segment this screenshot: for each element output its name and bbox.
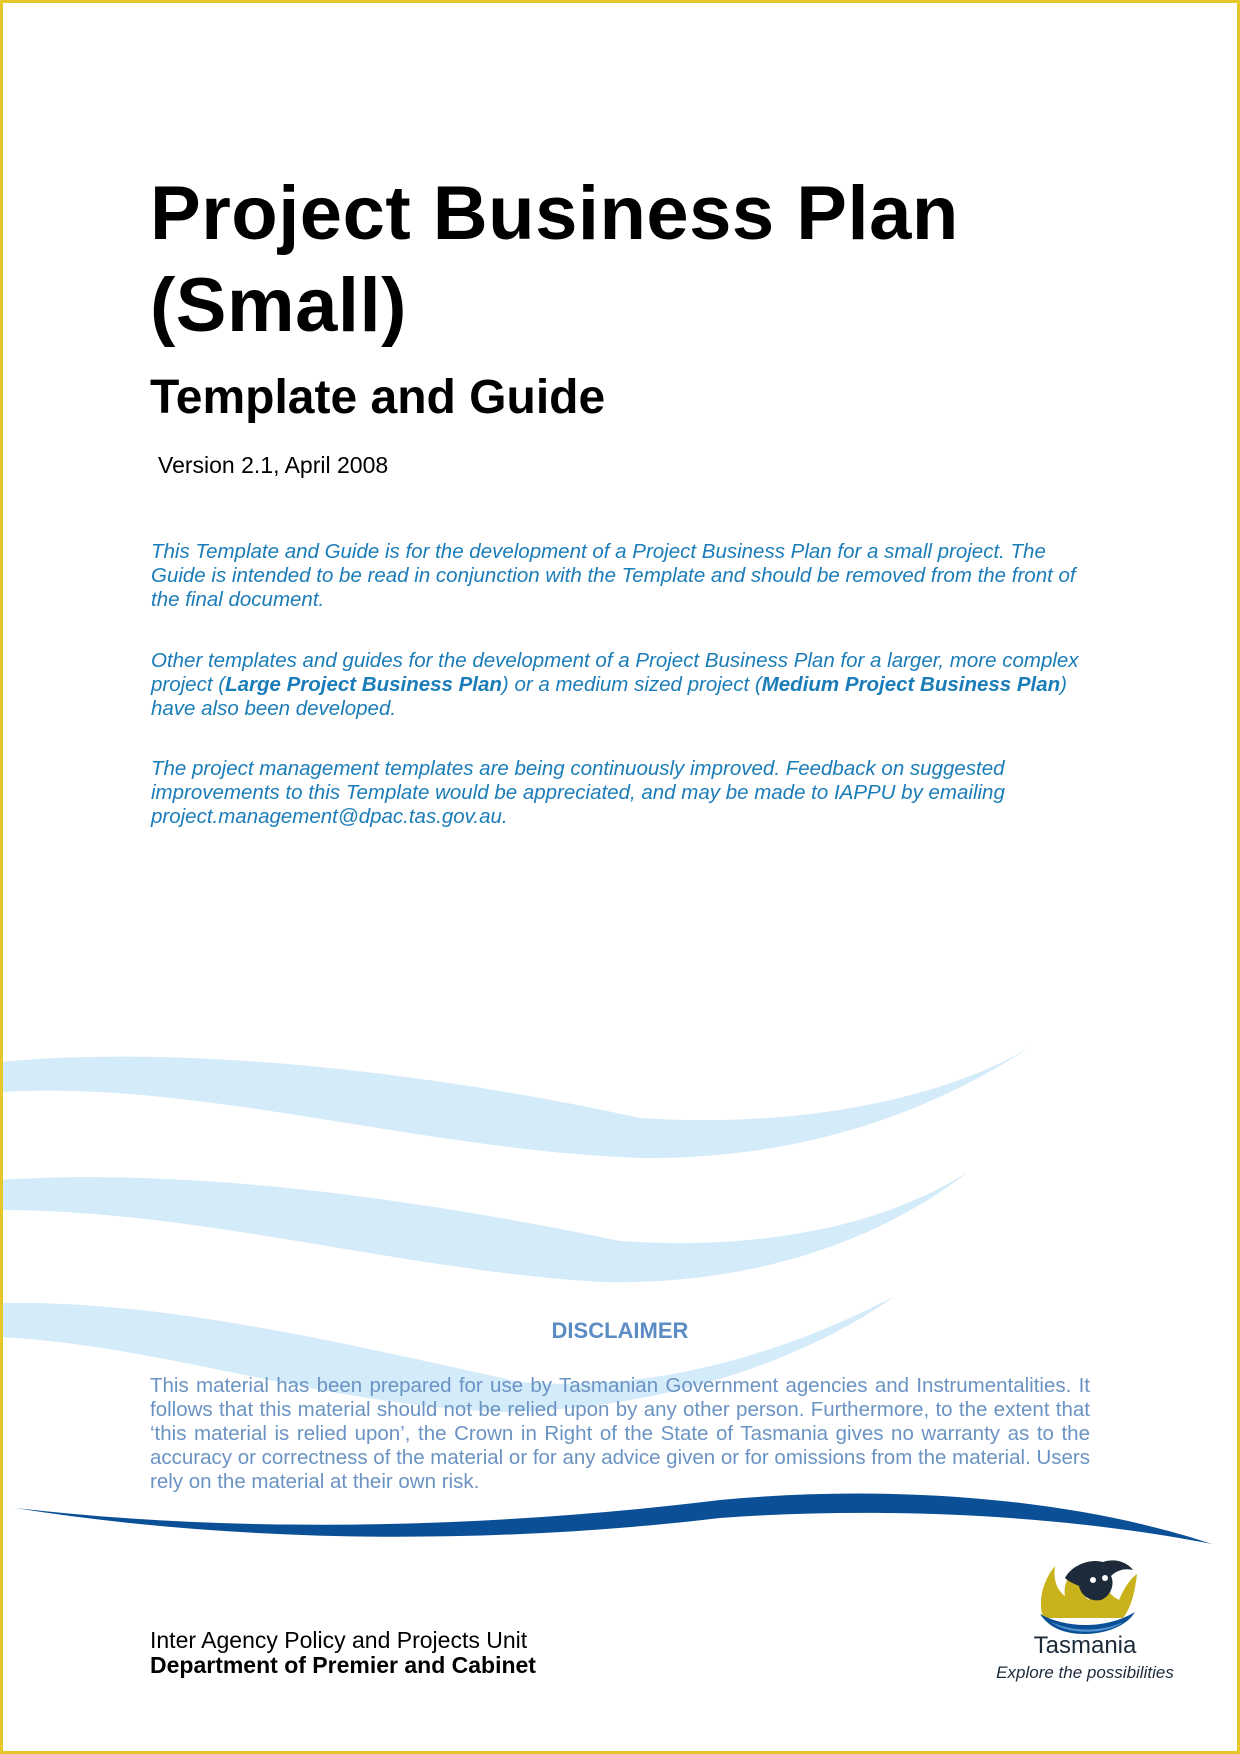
large-project-plan-link: Large Project Business Plan xyxy=(225,673,502,696)
intro-p2-text-start: Other templates and guides for the development of a Project Business Plan for a larger, more complex project ( xyxy=(151,649,1079,696)
document-title xyxy=(150,168,959,352)
logo-tagline: Explore the possibilities xyxy=(996,1663,1174,1682)
footer-department-name: Department of Premier and Cabinet xyxy=(150,1652,536,1678)
logo-wordmark: Tasmania xyxy=(1033,1632,1137,1659)
intro-paragraph-2 xyxy=(151,649,1081,721)
light-wave-top xyxy=(0,1047,1030,1158)
version-line: Version 2.1, April 2008 xyxy=(158,452,389,478)
intro-p2-text-middle: ) or a medium sized project ( xyxy=(501,673,762,696)
footer-unit-name: Inter Agency Policy and Projects Unit xyxy=(150,1627,528,1653)
disclaimer-heading: DISCLAIMER xyxy=(551,1318,689,1343)
dark-blue-wave xyxy=(15,1494,1212,1544)
light-wave-middle xyxy=(0,1172,968,1282)
title-line-2: (Small) xyxy=(150,263,407,348)
medium-project-plan-link: Medium Project Business Plan xyxy=(761,673,1061,696)
intro-p2-text-end: ) have also been developed. xyxy=(151,673,1067,720)
tasmania-logo xyxy=(985,1538,1185,1688)
intro-paragraph-3: The project management templates are being continuously improved. Feedback on suggested improvements to this Template would be appreciated, and may be made to IAPPU by emailing project.management@dpac.tas.gov.au. xyxy=(151,757,1005,828)
disclaimer-text: This material has been prepared for use by Tasmanian Government agencies and Instrumentalities. It follows that this material should not be relied upon by any other person. Furthermore, to the extent that ‘this material is relied upon’, the Crown in Right of the State of Tasmania gives no warranty as to the accuracy or correctness of the material or for any advice given or for omissions from the material. Users rely on the material at their own risk. xyxy=(150,1374,1090,1493)
title-line-1: Project Business Plan xyxy=(150,171,959,256)
tasmanian-devil-logo-icon xyxy=(985,1538,1185,1638)
intro-paragraph-1: This Template and Guide is for the development of a Project Business Plan for a small project. The Guide is intended to be read in conjunction with the Template and should be removed from the front of the final document. xyxy=(151,540,1076,611)
document-subtitle: Template and Guide xyxy=(150,371,606,424)
